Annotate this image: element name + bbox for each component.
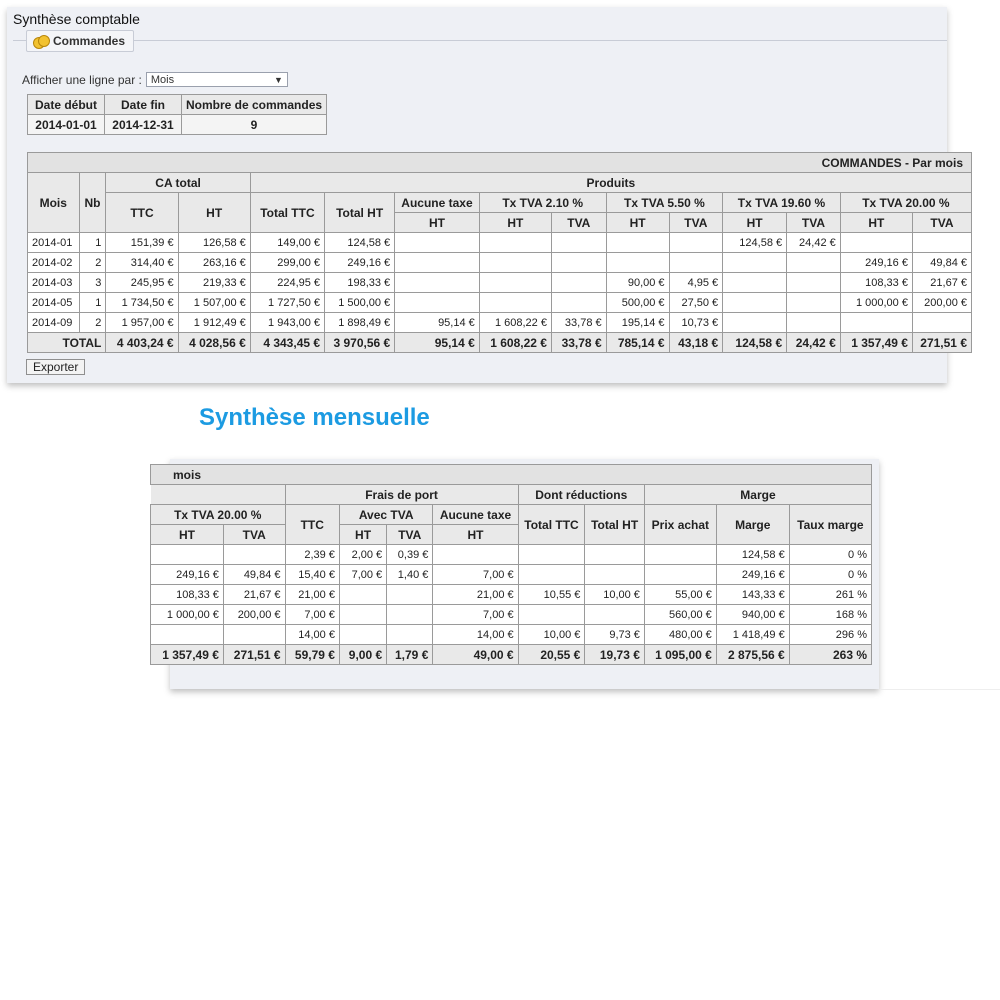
table-row [28, 273, 972, 293]
value-cell [151, 545, 224, 565]
total-cell: 3 970,56 € [325, 333, 395, 353]
value-cell: 940,00 € [716, 605, 789, 625]
value-cell [479, 273, 551, 293]
display-by-label: Afficher une ligne par : [22, 72, 142, 87]
value-cell [387, 605, 433, 625]
total-row [28, 333, 972, 353]
value-cell [551, 233, 606, 253]
value-cell [912, 233, 971, 253]
value-cell: 9,73 € [585, 625, 645, 645]
nb-commandes-value: 9 [182, 115, 327, 135]
value-cell [223, 625, 285, 645]
orders-legend-tab [26, 30, 134, 52]
value-cell: 143,33 € [716, 585, 789, 605]
header-tva-20-00: Tx TVA 20.00 % [840, 193, 971, 213]
value-cell [339, 585, 386, 605]
value-cell [606, 253, 669, 273]
table-row [28, 233, 972, 253]
value-cell: 14,00 € [285, 625, 339, 645]
value-cell: 195,14 € [606, 313, 669, 333]
header-red-total-ht: Total HT [585, 505, 645, 545]
value-cell [585, 565, 645, 585]
value-cell: 10,73 € [669, 313, 723, 333]
sub-header-ht: HT [151, 525, 224, 545]
value-cell: 219,33 € [178, 273, 250, 293]
value-cell: 296 % [789, 625, 871, 645]
section-heading: Synthèse mensuelle [199, 404, 430, 431]
value-cell: 7,00 € [433, 605, 518, 625]
total-cell: 4 028,56 € [178, 333, 250, 353]
total-cell: 24,42 € [787, 333, 841, 353]
value-cell: 1 000,00 € [840, 293, 912, 313]
total-cell: 95,14 € [395, 333, 480, 353]
date-summary-table [27, 94, 327, 135]
value-cell: 149,00 € [250, 233, 324, 253]
value-cell: 1 507,00 € [178, 293, 250, 313]
value-cell: 1 912,49 € [178, 313, 250, 333]
month-cell: 2014-02 [28, 253, 80, 273]
value-cell: 21,00 € [285, 585, 339, 605]
value-cell [585, 605, 645, 625]
value-cell: 314,40 € [106, 253, 178, 273]
value-cell [395, 253, 480, 273]
value-cell [395, 233, 480, 253]
display-by-row [22, 72, 288, 87]
value-cell [606, 233, 669, 253]
value-cell: 198,33 € [325, 273, 395, 293]
header-ca-ttc: TTC [106, 193, 178, 233]
export-button[interactable]: Exporter [26, 359, 85, 375]
header-total-ttc: Total TTC [250, 193, 324, 233]
total-cell: 59,79 € [285, 645, 339, 665]
table-row [151, 625, 872, 645]
total-cell: 1 608,22 € [479, 333, 551, 353]
value-cell: 10,55 € [518, 585, 585, 605]
value-cell: 2 [79, 253, 106, 273]
header-marge: Marge [716, 505, 789, 545]
value-cell [585, 545, 645, 565]
month-cell: 2014-01 [28, 233, 80, 253]
header-taux-marge: Taux marge [789, 505, 871, 545]
value-cell [433, 545, 518, 565]
table-row [28, 313, 972, 333]
value-cell: 10,00 € [585, 585, 645, 605]
sub-header-ht: HT [840, 213, 912, 233]
value-cell: 21,00 € [433, 585, 518, 605]
value-cell [840, 313, 912, 333]
value-cell: 108,33 € [840, 273, 912, 293]
value-cell: 1 898,49 € [325, 313, 395, 333]
total-cell: 43,18 € [669, 333, 723, 353]
value-cell: 249,16 € [716, 565, 789, 585]
total-cell: 1 357,49 € [840, 333, 912, 353]
value-cell: 15,40 € [285, 565, 339, 585]
value-cell: 1 000,00 € [151, 605, 224, 625]
sub-header-tva: TVA [551, 213, 606, 233]
header-blank [151, 485, 286, 505]
total-cell: 19,73 € [585, 645, 645, 665]
page-title: Synthèse comptable [13, 11, 140, 27]
header-avec-tva: Avec TVA [339, 505, 432, 525]
total-cell: 263 % [789, 645, 871, 665]
value-cell: 263,16 € [178, 253, 250, 273]
total-cell: 785,14 € [606, 333, 669, 353]
value-cell: 49,84 € [223, 565, 285, 585]
value-cell: 21,67 € [912, 273, 971, 293]
date-fin-value: 2014-12-31 [105, 115, 182, 135]
value-cell: 245,95 € [106, 273, 178, 293]
sub-header-ht: HT [479, 213, 551, 233]
value-cell: 27,50 € [669, 293, 723, 313]
table-row [151, 545, 872, 565]
value-cell: 55,00 € [644, 585, 716, 605]
value-cell: 299,00 € [250, 253, 324, 273]
value-cell [723, 293, 787, 313]
header-nb: Nb [79, 173, 106, 233]
header-prix-achat: Prix achat [644, 505, 716, 545]
orders-by-month-table [27, 152, 972, 353]
value-cell: 1 [79, 233, 106, 253]
sub-header-tva: TVA [787, 213, 841, 233]
table-row [28, 253, 972, 273]
total-cell: 49,00 € [433, 645, 518, 665]
value-cell: 1 500,00 € [325, 293, 395, 313]
value-cell: 200,00 € [223, 605, 285, 625]
sub-header-ht: HT [606, 213, 669, 233]
sub-header-tva: TVA [669, 213, 723, 233]
monthly-summary-table [150, 464, 872, 665]
value-cell: 1 418,49 € [716, 625, 789, 645]
value-cell: 249,16 € [151, 565, 224, 585]
header-date-debut: Date début [28, 95, 105, 115]
value-cell [395, 293, 480, 313]
value-cell: 24,42 € [787, 233, 841, 253]
header-tva-2-10: Tx TVA 2.10 % [479, 193, 606, 213]
value-cell [551, 293, 606, 313]
value-cell: 0 % [789, 565, 871, 585]
header-tva-20-00: Tx TVA 20.00 % [151, 505, 286, 525]
value-cell [479, 253, 551, 273]
value-cell: 49,84 € [912, 253, 971, 273]
legend-label: Commandes [53, 34, 126, 48]
sub-header-tva: TVA [912, 213, 971, 233]
total-row [151, 645, 872, 665]
header-aucune-taxe: Aucune taxe [395, 193, 480, 213]
total-cell: 9,00 € [339, 645, 386, 665]
value-cell: 3 [79, 273, 106, 293]
value-cell [669, 233, 723, 253]
sub-header-ht: HT [395, 213, 480, 233]
value-cell: 124,58 € [723, 233, 787, 253]
table-title-fragment: mois [151, 465, 872, 485]
total-label: TOTAL [28, 333, 106, 353]
value-cell: 1 [79, 293, 106, 313]
value-cell: 126,58 € [178, 233, 250, 253]
value-cell [787, 293, 841, 313]
sub-header-ht: HT [339, 525, 386, 545]
value-cell: 249,16 € [325, 253, 395, 273]
monthly-summary-panel [162, 459, 879, 689]
total-cell: 1,79 € [387, 645, 433, 665]
value-cell: 1,40 € [387, 565, 433, 585]
value-cell: 7,00 € [339, 565, 386, 585]
value-cell [840, 233, 912, 253]
value-cell: 7,00 € [433, 565, 518, 585]
value-cell [387, 585, 433, 605]
value-cell [518, 565, 585, 585]
value-cell [912, 313, 971, 333]
value-cell: 168 % [789, 605, 871, 625]
second-table-body [151, 545, 872, 665]
table-row [151, 565, 872, 585]
date-debut-value: 2014-01-01 [28, 115, 105, 135]
value-cell: 14,00 € [433, 625, 518, 645]
divider [880, 689, 1000, 690]
table-row [151, 605, 872, 625]
header-red-total-ttc: Total TTC [518, 505, 585, 545]
sub-header-ht: HT [723, 213, 787, 233]
value-cell: 4,95 € [669, 273, 723, 293]
value-cell: 480,00 € [644, 625, 716, 645]
month-cell: 2014-09 [28, 313, 80, 333]
value-cell: 1 943,00 € [250, 313, 324, 333]
value-cell: 10,00 € [518, 625, 585, 645]
header-produits: Produits [250, 173, 971, 193]
total-cell: 271,51 € [223, 645, 285, 665]
value-cell [339, 605, 386, 625]
value-cell: 108,33 € [151, 585, 224, 605]
total-cell: 33,78 € [551, 333, 606, 353]
header-port-ttc: TTC [285, 505, 339, 545]
value-cell [223, 545, 285, 565]
header-ca-total: CA total [106, 173, 250, 193]
value-cell: 7,00 € [285, 605, 339, 625]
table-row [151, 585, 872, 605]
table-title: COMMANDES - Par mois [28, 153, 972, 173]
value-cell: 224,95 € [250, 273, 324, 293]
value-cell [787, 253, 841, 273]
total-cell: 271,51 € [912, 333, 971, 353]
value-cell: 124,58 € [325, 233, 395, 253]
total-cell: 124,58 € [723, 333, 787, 353]
value-cell: 1 734,50 € [106, 293, 178, 313]
header-frais-de-port: Frais de port [285, 485, 518, 505]
header-mois: Mois [28, 173, 80, 233]
value-cell: 0 % [789, 545, 871, 565]
value-cell [669, 253, 723, 273]
value-cell: 2,39 € [285, 545, 339, 565]
value-cell: 0,39 € [387, 545, 433, 565]
value-cell [339, 625, 386, 645]
total-cell: 1 095,00 € [644, 645, 716, 665]
total-cell: 1 357,49 € [151, 645, 224, 665]
value-cell: 200,00 € [912, 293, 971, 313]
header-tva-19-60: Tx TVA 19.60 % [723, 193, 841, 213]
value-cell [723, 313, 787, 333]
month-cell: 2014-05 [28, 293, 80, 313]
value-cell: 1 957,00 € [106, 313, 178, 333]
value-cell [723, 273, 787, 293]
main-table-body [28, 233, 972, 353]
value-cell [644, 545, 716, 565]
period-select[interactable] [146, 72, 288, 87]
value-cell [151, 625, 224, 645]
header-date-fin: Date fin [105, 95, 182, 115]
sub-header-tva: TVA [387, 525, 433, 545]
value-cell: 2 [79, 313, 106, 333]
header-ca-ht: HT [178, 193, 250, 233]
total-cell: 4 403,24 € [106, 333, 178, 353]
value-cell: 21,67 € [223, 585, 285, 605]
orders-panel [7, 7, 967, 383]
value-cell: 90,00 € [606, 273, 669, 293]
main-table-viewport [27, 152, 967, 360]
header-marge-group: Marge [644, 485, 871, 505]
value-cell [518, 545, 585, 565]
value-cell [551, 253, 606, 273]
header-total-ht: Total HT [325, 193, 395, 233]
header-tva-5-50: Tx TVA 5.50 % [606, 193, 723, 213]
value-cell [518, 605, 585, 625]
value-cell: 249,16 € [840, 253, 912, 273]
value-cell [551, 273, 606, 293]
value-cell [387, 625, 433, 645]
header-nb-commandes: Nombre de commandes [182, 95, 327, 115]
value-cell: 124,58 € [716, 545, 789, 565]
value-cell: 33,78 € [551, 313, 606, 333]
value-cell [395, 273, 480, 293]
header-dont-reductions: Dont réductions [518, 485, 644, 505]
chevron-down-icon: ▼ [273, 74, 283, 85]
value-cell: 95,14 € [395, 313, 480, 333]
sub-header-tva: TVA [223, 525, 285, 545]
total-cell: 4 343,45 € [250, 333, 324, 353]
value-cell: 500,00 € [606, 293, 669, 313]
header-port-aucune-taxe: Aucune taxe [433, 505, 518, 525]
sub-header-ht: HT [433, 525, 518, 545]
month-cell: 2014-03 [28, 273, 80, 293]
value-cell [787, 273, 841, 293]
value-cell: 1 727,50 € [250, 293, 324, 313]
value-cell [479, 293, 551, 313]
period-select-value: Mois [150, 73, 175, 86]
total-cell: 20,55 € [518, 645, 585, 665]
table-row [28, 293, 972, 313]
coins-icon [33, 35, 49, 47]
value-cell [644, 565, 716, 585]
fieldset-border [13, 40, 947, 41]
total-cell: 2 875,56 € [716, 645, 789, 665]
value-cell [723, 253, 787, 273]
value-cell: 2,00 € [339, 545, 386, 565]
value-cell [479, 233, 551, 253]
value-cell: 151,39 € [106, 233, 178, 253]
value-cell [787, 313, 841, 333]
value-cell: 1 608,22 € [479, 313, 551, 333]
value-cell: 560,00 € [644, 605, 716, 625]
value-cell: 261 % [789, 585, 871, 605]
